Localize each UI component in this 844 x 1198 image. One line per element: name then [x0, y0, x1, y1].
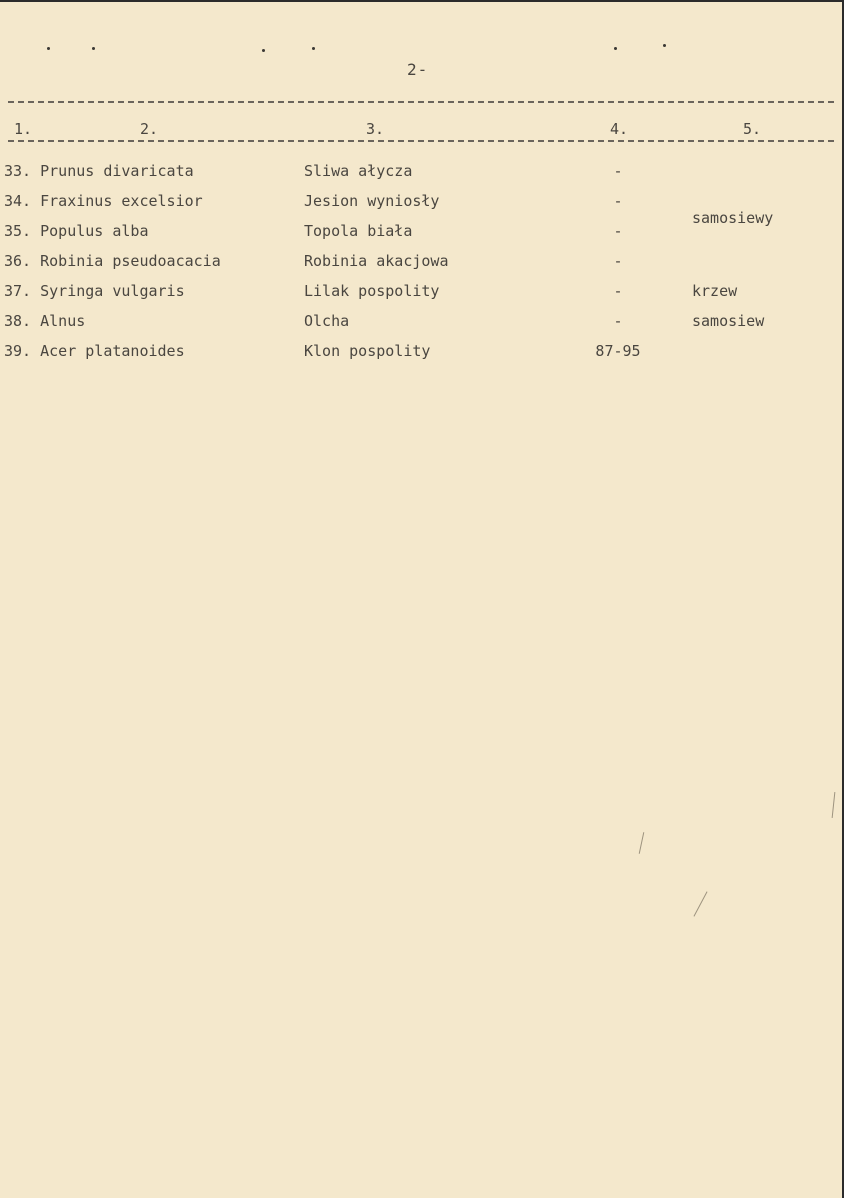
- polish-name: Sliwa ałycza: [304, 162, 413, 180]
- column-5-value: samosiew: [692, 312, 765, 330]
- polish-name: Robinia akacjowa: [304, 252, 449, 270]
- header-rule-top: [8, 101, 834, 103]
- polish-name: Topola biała: [304, 222, 413, 240]
- latin-name: 38. Alnus: [4, 312, 86, 330]
- latin-name: 39. Acer platanoides: [4, 342, 185, 360]
- punch-dot: [92, 47, 95, 50]
- polish-name: Jesion wyniosły: [304, 192, 440, 210]
- column-4-value: 87-95: [595, 342, 641, 360]
- latin-name: 36. Robinia pseudoacacia: [4, 252, 221, 270]
- latin-name: 37. Syringa vulgaris: [4, 282, 185, 300]
- column-4-value: -: [613, 222, 623, 240]
- column-header-4: 4.: [610, 120, 629, 138]
- polish-name: Lilak pospolity: [304, 282, 440, 300]
- column-header-3: 3.: [366, 120, 385, 138]
- latin-name: 33. Prunus divaricata: [4, 162, 194, 180]
- latin-name: 35. Populus alba: [4, 222, 149, 240]
- latin-name: 34. Fraxinus excelsior: [4, 192, 203, 210]
- column-4-value: -: [613, 312, 623, 330]
- polish-name: Olcha: [304, 312, 350, 330]
- column-header-2: 2.: [140, 120, 159, 138]
- punch-dot: [312, 47, 315, 50]
- paper-mark: [693, 891, 707, 916]
- column-4-value: -: [613, 162, 623, 180]
- column-header-5: 5.: [743, 120, 762, 138]
- column-header-1: 1.: [14, 120, 33, 138]
- column-4-value: -: [613, 192, 623, 210]
- column-5-value: krzew: [692, 282, 738, 300]
- punch-dot: [47, 47, 50, 50]
- column-4-value: -: [613, 282, 623, 300]
- punch-dot: [663, 44, 666, 47]
- paper-mark: [832, 792, 836, 818]
- column-4-value: -: [613, 252, 623, 270]
- punch-dot: [262, 49, 265, 52]
- punch-dot: [614, 47, 617, 50]
- header-rule-bottom: [8, 140, 834, 142]
- paper-mark: [639, 832, 645, 854]
- page-number: 2-: [407, 60, 429, 79]
- polish-name: Klon pospolity: [304, 342, 431, 360]
- column-5-group-note: samosiewy: [692, 209, 774, 227]
